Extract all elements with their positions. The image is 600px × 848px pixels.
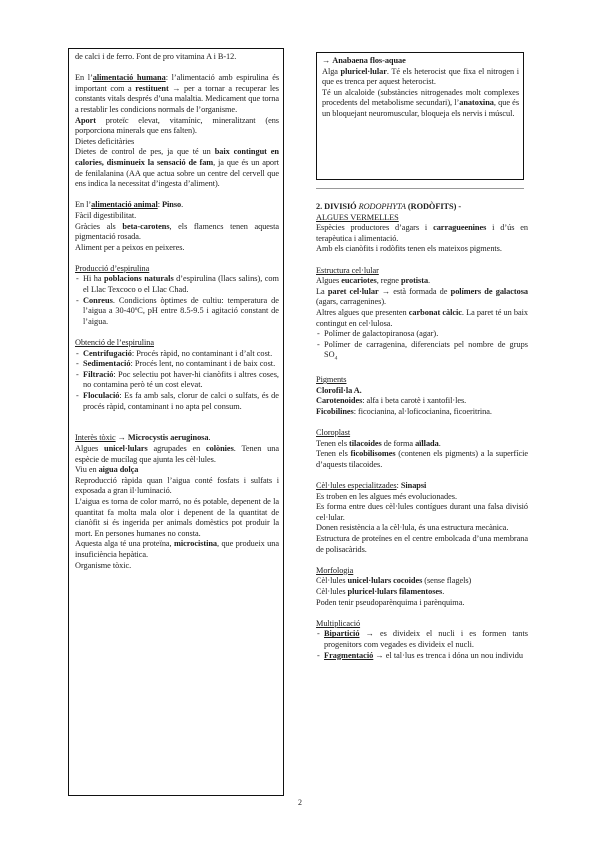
- gracies-paragraph: Gràcies als beta-carotens, els flamencs tenen aquesta pigmentació rosada.: [75, 221, 280, 242]
- cloroplast-line-2: Tenen els ficobilisomes (contenen els pigments) a la superfície d’aquests tilacoides.: [316, 449, 528, 469]
- dietes-title: Dietes deficitàries: [75, 136, 135, 146]
- human-feeding-paragraph: En l’alimentació humana: l’alimentació amb espirulina és important com a restituent → per a tornar a recuperar les constants vitals després d’una malaltia. Medicament que torna a restablir les condicions normals de l’organisme.: [75, 73, 280, 114]
- morfologia-line-3: Poden tenir pseudoparènquima i parènquima.: [316, 597, 465, 607]
- pigments-title: Pigments: [316, 375, 347, 385]
- celules-line-3: Donen resistència a la cèl·lula, és una estructura mecànica.: [316, 523, 509, 533]
- celules-line-4: Estructura de proteïnes en el centre embolcada d’una membrana de polisacàrids.: [316, 534, 528, 554]
- celules-line-1: Es troben en les algues més evolucionades.: [316, 491, 457, 501]
- morfologia-line-2: Cèl·lules pluricel·lulars filamentoses.: [316, 587, 445, 597]
- ficobilines-text: Ficobilines: ficocianina, al·loficocianina, ficoeritrina.: [316, 406, 492, 416]
- morfologia-title: Morfologia: [316, 565, 354, 575]
- estructura-line-2: La paret cel·lular → està formada de polímers de galactosa (agars, carragenines).: [316, 286, 528, 307]
- aquesta-text: Aquesta alga té una proteïna, microcistina, que produeix una insuficiència hepàtica.: [75, 539, 279, 559]
- celules-line-2: Es forma entre dues cèl·lules contígues durant una falsa divisió cel·lular.: [316, 502, 528, 522]
- section-subheading: ALGUES VERMELLES: [316, 212, 399, 222]
- aigua-text: L’aigua es torna de color marró, no és potable, depenent de la quantitat fa molta mala olor i depenent de la quantitat de cianòfit si és ingerida per animals domèstics pot produir la mort. En persones humanes no consta.: [75, 496, 279, 538]
- list-item: - Bipartició → es divideix el nucli i es formen tants progenitors com vegades es divideix el nucli.: [316, 629, 528, 650]
- list-item: - Conreus. Condicions òptimes de cultiu: temperatura de l’aigua a 30-40ºC, pH entre 8.5-9.5 i agitació constant de l’aigua.: [75, 296, 279, 328]
- obtencio-list: [75, 349, 279, 413]
- dietes-paragraph: Dietes de control de pes, ja que té un baix contingut en calories, disminueix la sensació de fam, ja que és un aport de fenilalanina (AA que actua sobre un centre del cervell que ens indica la necessitat d’ingesta d’aliment).: [75, 147, 279, 189]
- cloroplast-title: Cloroplast: [316, 428, 351, 438]
- organisme-text: Organisme tòxic.: [75, 560, 132, 570]
- multiplicacio-title: Multiplicació: [316, 618, 361, 628]
- list-item: - Polímer de carragenina, diferenciats pel nombre de grups $SO_4$: [316, 340, 528, 365]
- produccio-title: Producció d’espirulina: [75, 263, 150, 273]
- list-item: - Sedimentació: Procés lent, no contaminant i de baix cost.: [75, 359, 279, 370]
- multiplicacio-list: [316, 629, 528, 661]
- list-item: - Floculació: Es fa amb sals, clorur de calci o sulfats, és de procés ràpid, contaminant i no apta pel consum.: [75, 391, 279, 412]
- especies-paragraph: Espècies productores d’agars i carragueenines i d’ús en terapèutica i alimentació.: [316, 223, 528, 243]
- section-heading: 2. DIVISIÓ RODOPHYTA (RODÒFITS) -: [316, 202, 462, 211]
- produccio-list: [75, 274, 279, 327]
- obtencio-title: Obtenció de l’espirulina: [75, 338, 154, 348]
- amb-text: Amb els cianòfits i rodòfits tenen els mateixos pigments.: [316, 244, 502, 254]
- page-number: 2: [298, 798, 302, 807]
- facil-text: Fàcil digestibilitat.: [75, 210, 137, 220]
- estructura-line-1: Algues eucariotes, regne protista.: [316, 276, 431, 286]
- list-item: - Polímer de galactopiranosa (agar).: [316, 329, 528, 340]
- algues-paragraph: Algues unicel·lulars agrupades en colònies. Tenen una espècie de mucílag que ajunta les cèl·lules.: [75, 443, 279, 464]
- carotenoides-text: Carotenoides: alfa i beta carotè i xantofil·les.: [316, 396, 467, 406]
- estructura-line-3: Altres algues que presenten carbonat càlcic. La paret té un baix contingut en cel·lulosa.: [316, 307, 528, 328]
- alga-paragraph: Alga pluricel·lular. Té els heterocist que fixa el nitrogen i que es trenca per aquest heterocist.: [322, 66, 519, 87]
- rodophyta-section: [316, 202, 528, 661]
- polimer-list: [316, 329, 528, 364]
- clorofil-text: Clorofil·la A.: [316, 385, 362, 395]
- interes-toxic-heading: Interès tòxic → Microcystis aeruginosa.: [75, 433, 211, 443]
- aport-paragraph: Aport proteïc elevat, vitamínic, mineralitzant (ens porporciona minerals que ens falten).: [75, 115, 279, 136]
- estructura-title: Estructura cel·lular: [316, 265, 379, 275]
- anabaena-box: [316, 52, 524, 180]
- anabaena-title: → Anabaena flos-aquae: [322, 56, 406, 65]
- list-item: - Filtració: Poc selectiu pot haver-hi cianòfits i altres coses, no contamina però té un cost elevat.: [75, 370, 279, 391]
- celules-title: Cèl·lules especialitzades: Sinapsi: [316, 481, 427, 491]
- cloroplast-line-1: Tenen els tilacoides de forma aïllada.: [316, 438, 441, 448]
- list-item: - Hi ha poblacions naturals d’espirulina (llacs salins), com el Llac Texcoco o el Llac Chad.: [75, 274, 279, 295]
- intro-text: de calci i de ferro. Font de pro vitamina A i B-12.: [75, 52, 237, 61]
- left-column-box: [68, 48, 284, 796]
- section-divider: [316, 188, 524, 189]
- alcaloide-paragraph: Té un alcaloide (substàncies nitrogenades molt complexes procedents del metabolisme secundari), l’anatoxina, que és un bloquejant neuromuscular, bloqueja els nervis i múscul.: [322, 87, 519, 118]
- reproduccio-text: Reproducció ràpida quan l’aigua conté fosfats i sulfats i exposada a gran il·luminació.: [75, 475, 279, 496]
- morfologia-line-1: Cèl·lules unicel·lulars cocoides (sense flagels): [316, 576, 472, 586]
- animal-feeding-heading: En l’alimentació animal: Pinso.: [75, 200, 184, 210]
- aliment-peixos-text: Aliment per a peixos en peixeres.: [75, 242, 185, 252]
- list-item: - Fragmentació → el tal·lus es trenca i dóna un nou individu: [316, 651, 528, 662]
- viu-text: Viu en aigua dolça: [75, 465, 139, 475]
- list-item: - Centrifugació: Procés ràpid, no contaminant i d’alt cost.: [75, 349, 279, 360]
